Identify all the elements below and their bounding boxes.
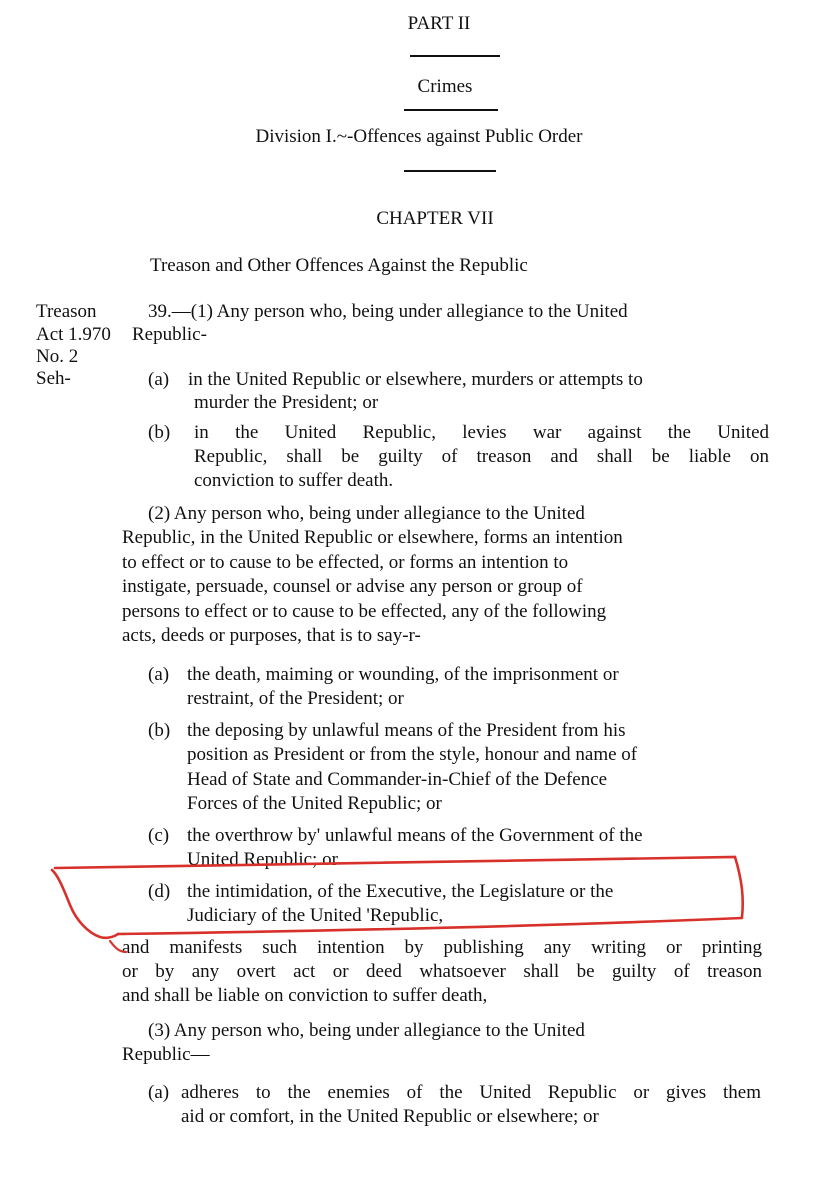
item-text: murder the President; or: [194, 392, 379, 413]
item-text: the overthrow by' unlawful means of the Government of the: [187, 825, 643, 846]
section-39-intro: Republic-: [132, 324, 207, 345]
heading-rule: [404, 170, 496, 172]
item-text: in the United Republic, levies war against the United: [194, 422, 769, 443]
margin-note-line: No. 2: [36, 346, 79, 367]
item-label: (a): [148, 1082, 170, 1103]
subsection-2-text: persons to effect or to cause to be effected, any of the following: [122, 601, 607, 622]
chapter-title: Treason and Other Offences Against the Republic: [150, 255, 528, 276]
annotation-stroke: [52, 870, 118, 938]
item-text: Head of State and Commander-in-Chief of the Defence: [187, 769, 608, 790]
subsection-2-text: Republic, in the United Republic or elsewhere, forms an intention: [122, 527, 623, 548]
subsection-2-tail: or by any overt act or deed whatsoever shall be guilty of treason: [122, 961, 762, 982]
margin-note-line: Act 1.970: [36, 324, 111, 345]
division-heading: Division I.~-Offences against Public Order: [255, 126, 583, 147]
subsection-2-text: acts, deeds or purposes, that is to say-r-: [122, 625, 421, 646]
item-label: (b): [148, 720, 171, 741]
subsection-2-text: instigate, persuade, counsel or advise any person or group of: [122, 576, 583, 597]
item-text: position as President or from the style, honour and name of: [187, 744, 638, 765]
heading-rule: [404, 109, 498, 111]
item-text: aid or comfort, in the United Republic or elsewhere; or: [181, 1106, 599, 1127]
item-text: conviction to suffer death.: [194, 470, 394, 491]
subsection-2-text: (2) Any person who, being under allegiance to the United: [148, 503, 585, 524]
item-label: (c): [148, 825, 170, 846]
item-text: Forces of the United Republic; or: [187, 793, 442, 814]
item-label: (a): [148, 664, 170, 685]
item-text: restraint, of the President; or: [187, 688, 404, 709]
item-text: in the United Republic or elsewhere, murders or attempts to: [188, 369, 643, 390]
item-text: Republic, shall be guilty of treason and shall be liable on: [194, 446, 769, 467]
item-text: the deposing by unlawful means of the President from his: [187, 720, 626, 741]
item-text: adheres to the enemies of the United Republic or gives them: [181, 1082, 761, 1103]
section-39-intro: 39.—(1) Any person who, being under allegiance to the United: [148, 301, 628, 322]
subsection-2-tail: and manifests such intention by publishing any writing or printing: [122, 937, 762, 958]
subsection-2-tail: and shall be liable on conviction to suffer death,: [122, 985, 488, 1006]
item-label: (b): [148, 422, 171, 443]
subsection-3-text: Republic—: [122, 1044, 210, 1065]
margin-note-line: Seh-: [36, 368, 71, 389]
heading-rule: [410, 55, 500, 57]
chapter-heading: CHAPTER VII: [376, 208, 494, 229]
part-heading: PART II: [407, 13, 471, 34]
subsection-2-text: to effect or to cause to be effected, or forms an intention to: [122, 552, 569, 573]
item-text: the death, maiming or wounding, of the imprisonment or: [187, 664, 619, 685]
item-label: (a): [148, 369, 170, 390]
subsection-3-text: (3) Any person who, being under allegiance to the United: [148, 1020, 585, 1041]
item-text: United Republic; or: [187, 849, 338, 870]
crimes-heading: Crimes: [417, 76, 473, 97]
item-text: the intimidation, of the Executive, the Legislature or the: [187, 881, 614, 902]
item-text: Judiciary of the United 'Republic,: [187, 905, 444, 926]
margin-note-line: Treason: [36, 301, 97, 322]
item-label: (d): [148, 881, 171, 902]
